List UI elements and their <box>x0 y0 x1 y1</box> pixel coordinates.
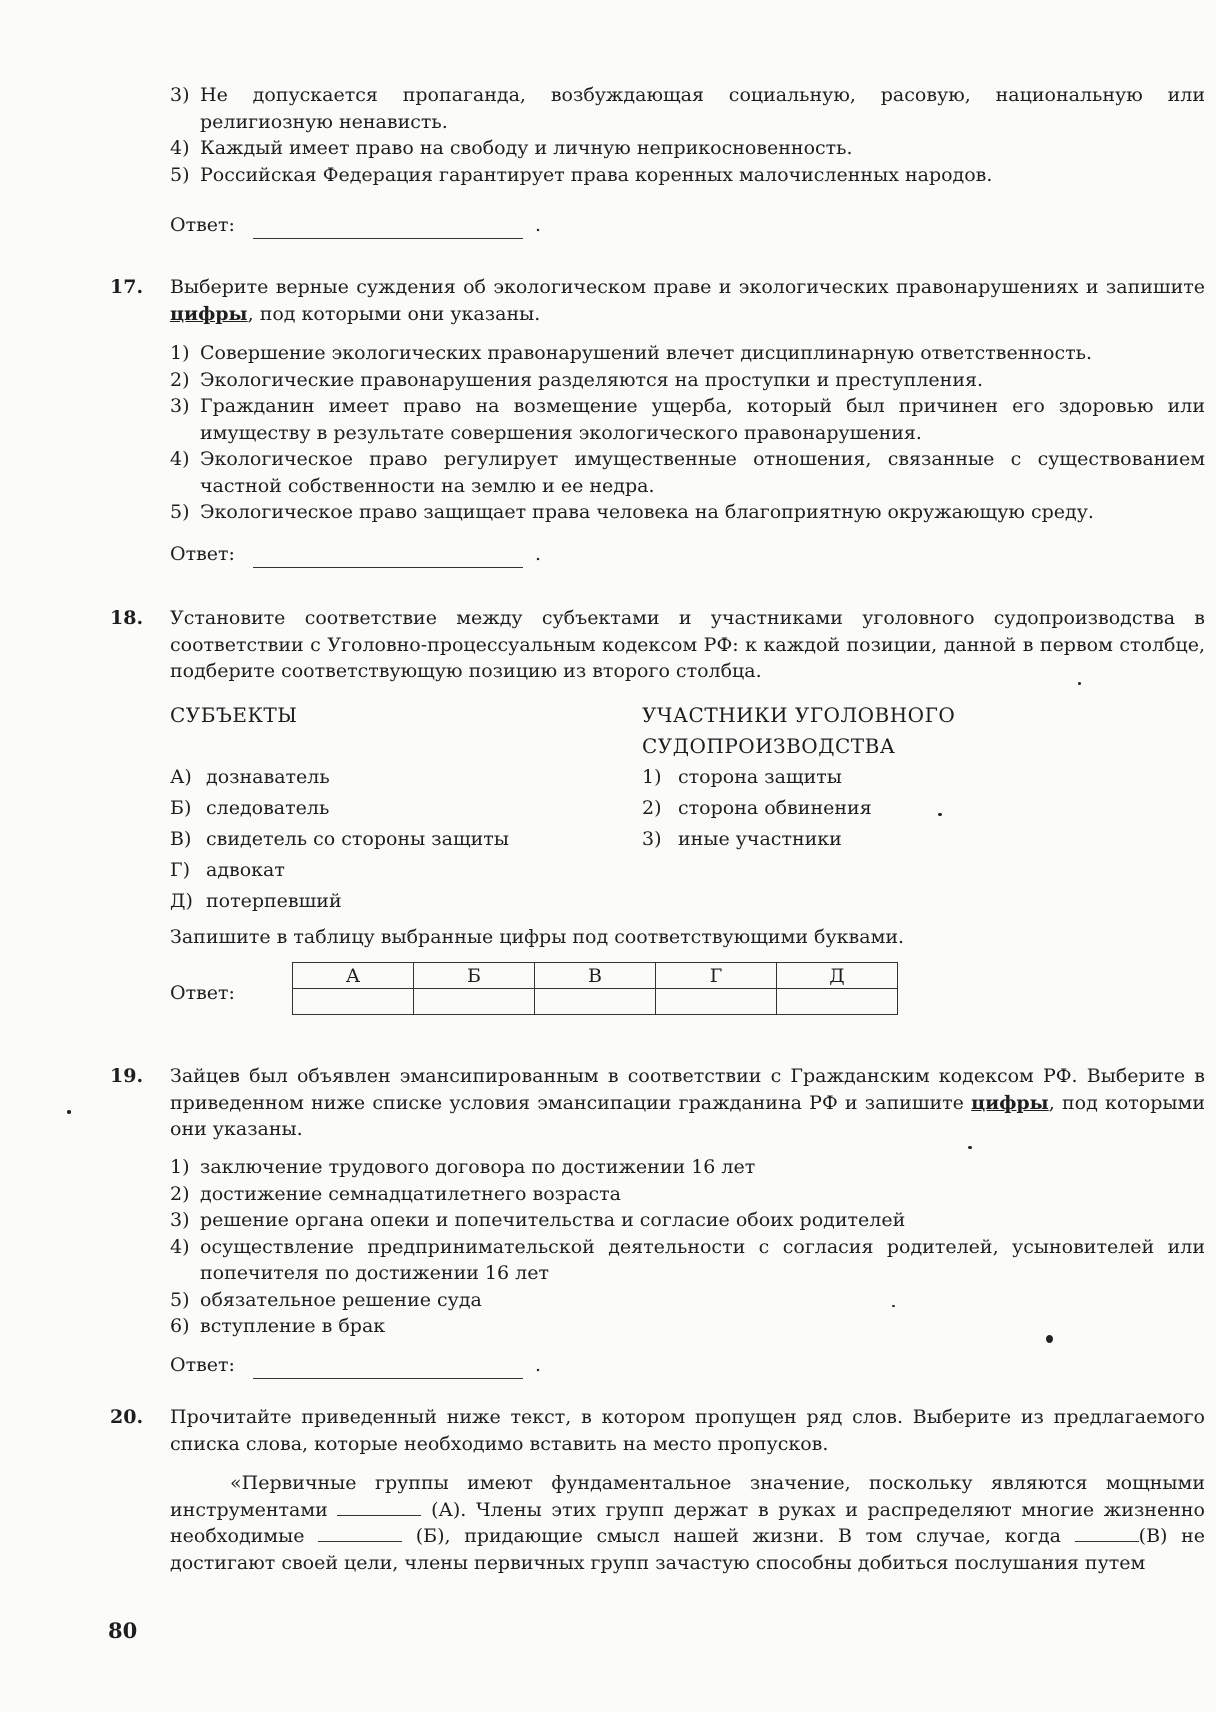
answer-field[interactable] <box>253 547 523 568</box>
q20-prompt: Прочитайте приведенный ниже текст, в котором пропущен ряд слов. Выберите из предлагаемого списка слова, которые необходимо вставить на место пропусков. <box>170 1406 1205 1455</box>
list-item: Г) адвокат <box>170 859 285 881</box>
list-item: 2) Экологические правонарушения разделяются на проступки и преступления. <box>170 368 984 391</box>
participants-column <box>642 700 1202 855</box>
scan-speck <box>1078 682 1081 685</box>
blank-v[interactable] <box>1075 1527 1139 1542</box>
answer-field[interactable] <box>253 218 523 239</box>
scan-speck <box>938 813 942 816</box>
answer-label: Ответ: <box>170 982 235 1004</box>
q18-columns <box>170 700 1205 920</box>
q20-number: 20. <box>110 1406 144 1428</box>
table-header-cell: Д <box>777 963 898 989</box>
list-item: 2) сторона обвинения <box>642 797 872 819</box>
answer-field[interactable] <box>253 1358 523 1379</box>
q16-answer: Ответ: . <box>170 212 1205 239</box>
answer-cell[interactable] <box>777 989 898 1015</box>
list-item: В) свидетель со стороны защиты <box>170 828 509 850</box>
blank-b[interactable] <box>318 1527 402 1542</box>
scan-speck <box>968 1146 972 1149</box>
q19-number: 19. <box>110 1065 144 1087</box>
list-item: 3) Не допускается пропаганда, возбуждающая социальную, расовую, национальную или религиозную ненависть. <box>170 84 1205 133</box>
q16-items <box>170 82 1205 188</box>
q19-items <box>170 1154 1205 1340</box>
table-header-cell: В <box>535 963 656 989</box>
list-item: 4) Экологическое право регулирует имущественные отношения, связанные с существованием частной собственности на землю и ее недра. <box>170 448 1205 497</box>
q17-items <box>170 340 1205 526</box>
list-item: 4) Каждый имеет право на свободу и личную неприкосновенность. <box>170 137 853 159</box>
q20-passage: «Первичные группы имеют фундаментальное значение, поскольку являются мощными инструментами (А). Члены этих групп держат в руках и распределяют многие жизненно необходимые (Б), придающие смысл нашей жизни. В том случае, когда (В) не достигают своей цели, члены первичных групп зачастую способны добиться послушания путем <box>170 1472 1205 1574</box>
q18-prompt: Установите соответствие между субъектами и участниками уголовного судопроизводства в соответствии с Уголовно-процессуальным кодексом РФ: к каждой позиции, данной в первом столбце, подберите соответствующую позицию из второго столбца. <box>170 607 1205 682</box>
subjects-column <box>170 700 640 917</box>
answer-label: Ответ: <box>170 1354 235 1376</box>
scan-speck <box>67 1110 71 1114</box>
q18-instruction: Запишите в таблицу выбранные цифры под соответствующими буквами. <box>170 926 905 948</box>
q17-prompt: Выберите верные суждения об экологическом праве и экологических правонарушениях и запишите цифры, под которыми они указаны. <box>170 276 1205 325</box>
list-item: 4) осуществление предпринимательской деятельности с согласия родителей, усыновителей или попечителя по достижении 16 лет <box>170 1235 1205 1284</box>
list-item: А) дознаватель <box>170 766 330 788</box>
list-item: 1) Совершение экологических правонарушений влечет дисциплинарную ответственность. <box>170 342 1093 364</box>
table-header-cell: А <box>293 963 414 989</box>
q18-answer <box>170 962 1205 1020</box>
answer-cell[interactable] <box>656 989 777 1015</box>
page-number: 80 <box>108 1618 138 1643</box>
answer-cell[interactable] <box>293 989 414 1015</box>
list-item: 5) Экологическое право защищает права человека на благоприятную окружающую среду. <box>170 501 1094 523</box>
answer-label: Ответ: <box>170 543 235 565</box>
answer-cell[interactable] <box>535 989 656 1015</box>
list-item: Д) потерпевший <box>170 890 342 912</box>
list-item: 2) достижение семнадцатилетнего возраста <box>170 1182 621 1205</box>
q19-answer: Ответ: . <box>170 1352 1205 1379</box>
column-heading: СУБЪЕКТЫ <box>170 703 298 727</box>
answer-cell[interactable] <box>414 989 535 1015</box>
blank-a[interactable] <box>337 1501 421 1516</box>
scan-speck <box>892 1305 895 1307</box>
q17-number: 17. <box>110 276 144 298</box>
list-item: 3) иные участники <box>642 828 842 850</box>
column-heading: УЧАСТНИКИ УГОЛОВНОГО <box>642 703 956 727</box>
scan-speck <box>1046 1335 1053 1343</box>
answer-label: Ответ: <box>170 214 235 236</box>
list-item: 1) сторона защиты <box>642 766 842 788</box>
list-item: 6) вступление в брак <box>170 1315 386 1337</box>
table-header-cell: Б <box>414 963 535 989</box>
q18-number: 18. <box>110 607 144 629</box>
list-item: 5) Российская Федерация гарантирует права коренных малочисленных народов. <box>170 163 993 186</box>
list-item: 3) Гражданин имеет право на возмещение ущерба, который был причинен его здоровью или имуществу в результате совершения экологического правонарушения. <box>170 395 1205 444</box>
q17-answer: Ответ: . <box>170 541 1205 568</box>
list-item: Б) следователь <box>170 797 330 819</box>
list-item: 5) обязательное решение суда <box>170 1288 482 1311</box>
q19-prompt: Зайцев был объявлен эмансипированным в соответствии с Гражданским кодексом РФ. Выберите в приведенном ниже списке условия эмансипации гражданина РФ и запишите цифры, под которыми они указаны. <box>170 1065 1205 1140</box>
answer-table <box>292 962 898 1015</box>
list-item: 3) решение органа опеки и попечительства и согласие обоих родителей <box>170 1209 906 1231</box>
table-header-cell: Г <box>656 963 777 989</box>
column-heading: СУДОПРОИЗВОДСТВА <box>642 734 896 758</box>
list-item: 1) заключение трудового договора по достижении 16 лет <box>170 1156 756 1178</box>
